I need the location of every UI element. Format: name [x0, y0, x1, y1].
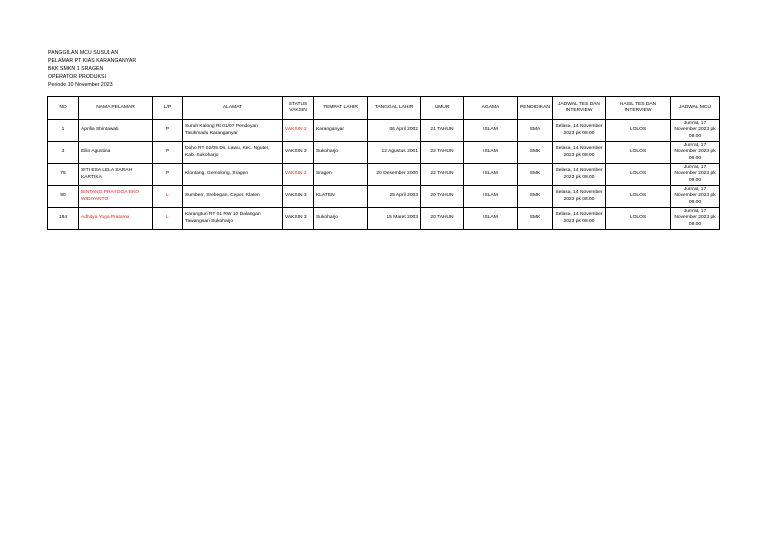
cell-status-vaksin: VAKSIN 3 — [283, 186, 314, 208]
cell-agama: ISLAM — [464, 164, 518, 186]
header-title: PANGGILAN MCU SUSULAN — [48, 50, 119, 56]
cell-agama: ISLAM — [464, 186, 518, 208]
table-row — [48, 164, 720, 186]
cell-nama: Ellin Agustina — [79, 142, 153, 164]
cell-tanggal-lahir: 20 Desember 2000 — [368, 164, 421, 186]
col-header-agama: AGAMA — [464, 97, 518, 120]
applicant-table — [47, 96, 720, 230]
cell-jadwal-tes: Selasa, 14 November 2023 pk 08.00 — [553, 186, 606, 208]
cell-agama: ISLAM — [464, 142, 518, 164]
cell-pendidikan: SMK — [518, 164, 553, 186]
cell-tempat-lahir: Sragen — [314, 164, 368, 186]
cell-tempat-lahir: Sukoharjo — [314, 208, 368, 230]
cell-umur: 22 TAHUN — [421, 164, 464, 186]
cell-agama: ISLAM — [464, 120, 518, 142]
cell-tanggal-lahir: 15 Maret 2003 — [368, 208, 421, 230]
col-header-no: NO — [48, 97, 79, 120]
cell-jadwal-tes: Selasa, 14 November 2023 pk 08.00 — [553, 142, 606, 164]
cell-jadwal-mcu: Jum'at, 17 November 2023 pk 09.00 — [671, 186, 720, 208]
col-header-status-vaksin: STATUS VAKSIN — [283, 97, 314, 120]
cell-status-vaksin: VAKSIN 3 — [283, 142, 314, 164]
cell-umur: 20 TAHUN — [421, 186, 464, 208]
cell-jadwal-mcu: Jum'at, 17 November 2023 pk 09.00 — [671, 164, 720, 186]
col-header-pendidikan: PENDIDIKAN — [518, 97, 553, 120]
cell-nama: SITI ESA LELA SARAH KARTIKA — [79, 164, 153, 186]
col-header-alamat: ALAMAT — [183, 97, 283, 120]
cell-status-vaksin: VAKSIN 2 — [283, 120, 314, 142]
cell-pendidikan: SMA — [518, 120, 553, 142]
cell-jadwal-tes: Selasa, 14 November 2023 pk 08.00 — [553, 164, 606, 186]
cell-tanggal-lahir: 25 April 2003 — [368, 186, 421, 208]
cell-jadwal-tes: Selasa, 14 November 2023 pk 08.00 — [553, 208, 606, 230]
cell-jadwal-tes: Selasa, 14 November 2023 pk 08.00 — [553, 120, 606, 142]
cell-nama: Aprilia Shintawati — [79, 120, 153, 142]
cell-tanggal-lahir: 12 Agustus 2001 — [368, 142, 421, 164]
cell-tempat-lahir: KLATEN — [314, 186, 368, 208]
table-row — [48, 120, 720, 142]
cell-pendidikan: SMK — [518, 142, 553, 164]
cell-hasil: LOLOS — [606, 120, 671, 142]
cell-no: 75 — [48, 164, 79, 186]
header-company: PELAMAR PT KIAS KARANGANYAR — [48, 57, 137, 64]
cell-lp: L — [153, 208, 183, 230]
col-header-hasil: HASIL TES DAN INTERVIEW — [606, 97, 671, 120]
cell-nama: BINTANG PRAYOGA EKO WIDIYANTO — [79, 186, 153, 208]
cell-hasil: LOLOS — [606, 164, 671, 186]
cell-no: 184 — [48, 208, 79, 230]
cell-jadwal-mcu: Jum'at, 17 November 2023 pk 09.00 — [671, 120, 720, 142]
cell-lp: P — [153, 120, 183, 142]
cell-alamat: Klontang, Gemolong, Sragen — [183, 164, 283, 186]
cell-hasil: LOLOS — [606, 142, 671, 164]
cell-tempat-lahir: Karanganyar — [314, 120, 368, 142]
table-row — [48, 142, 720, 164]
cell-alamat: Sumberr, Srebegan, Ceper, Klaten — [183, 186, 283, 208]
cell-hasil: LOLOS — [606, 208, 671, 230]
cell-umur: 20 TAHUN — [421, 208, 464, 230]
table-header-row — [48, 97, 720, 120]
cell-lp: P — [153, 164, 183, 186]
cell-umur: 22 TAHUN — [421, 142, 464, 164]
cell-alamat: Doho RT 02/05 Ds. Lawu, Kec. Nguter, Kab. Sukoharjo — [183, 142, 283, 164]
header-position: OPERATOR PRODUKSI — [48, 73, 107, 80]
cell-tanggal-lahir: 06 April 2002 — [368, 120, 421, 142]
cell-hasil: LOLOS — [606, 186, 671, 208]
table-row — [48, 186, 720, 208]
col-header-tempat-lahir: TEMPAT LAHIR — [314, 97, 368, 120]
col-header-jadwal-mcu: JADWAL MCU — [671, 97, 720, 120]
header-period: Periode 10 November 2023 — [48, 81, 113, 88]
cell-tempat-lahir: Sukoharjo — [314, 142, 368, 164]
cell-pendidikan: SMK — [518, 208, 553, 230]
cell-alamat: Karangturi RT 01 RW 10 Dalangan Tawangsari Sukoharjo — [183, 208, 283, 230]
cell-nama: Adhitya Yoga Pratama — [79, 208, 153, 230]
cell-agama: ISLAM — [464, 208, 518, 230]
cell-no: 1 — [48, 120, 79, 142]
document-header — [48, 50, 136, 90]
col-header-lp: L/P — [153, 97, 183, 120]
cell-umur: 21 TAHUN — [421, 120, 464, 142]
col-header-nama: NAMA PELAMAR — [79, 97, 153, 120]
cell-pendidikan: SMK — [518, 186, 553, 208]
cell-jadwal-mcu: Jum'at, 17 November 2023 pk 09.00 — [671, 208, 720, 230]
cell-no: 90 — [48, 186, 79, 208]
cell-status-vaksin: VAKSIN 2 — [283, 164, 314, 186]
col-header-jadwal-tes: JADWAL TES DAN INTERVIEW — [553, 97, 606, 120]
col-header-tanggal-lahir: TANGGAL LAHIR — [368, 97, 421, 120]
cell-status-vaksin: VAKSIN 3 — [283, 208, 314, 230]
cell-jadwal-mcu: Jum'at, 17 November 2023 pk 09.00 — [671, 142, 720, 164]
cell-alamat: Suruh Kalong Rt 01/07 Pendeyan Tasikmadu Karanganyar — [183, 120, 283, 142]
col-header-umur: UMUR — [421, 97, 464, 120]
header-school: BKK SMKN 1 SRAGEN — [48, 65, 104, 72]
cell-no: 3 — [48, 142, 79, 164]
cell-lp: L — [153, 186, 183, 208]
cell-lp: P — [153, 142, 183, 164]
table-row — [48, 208, 720, 230]
